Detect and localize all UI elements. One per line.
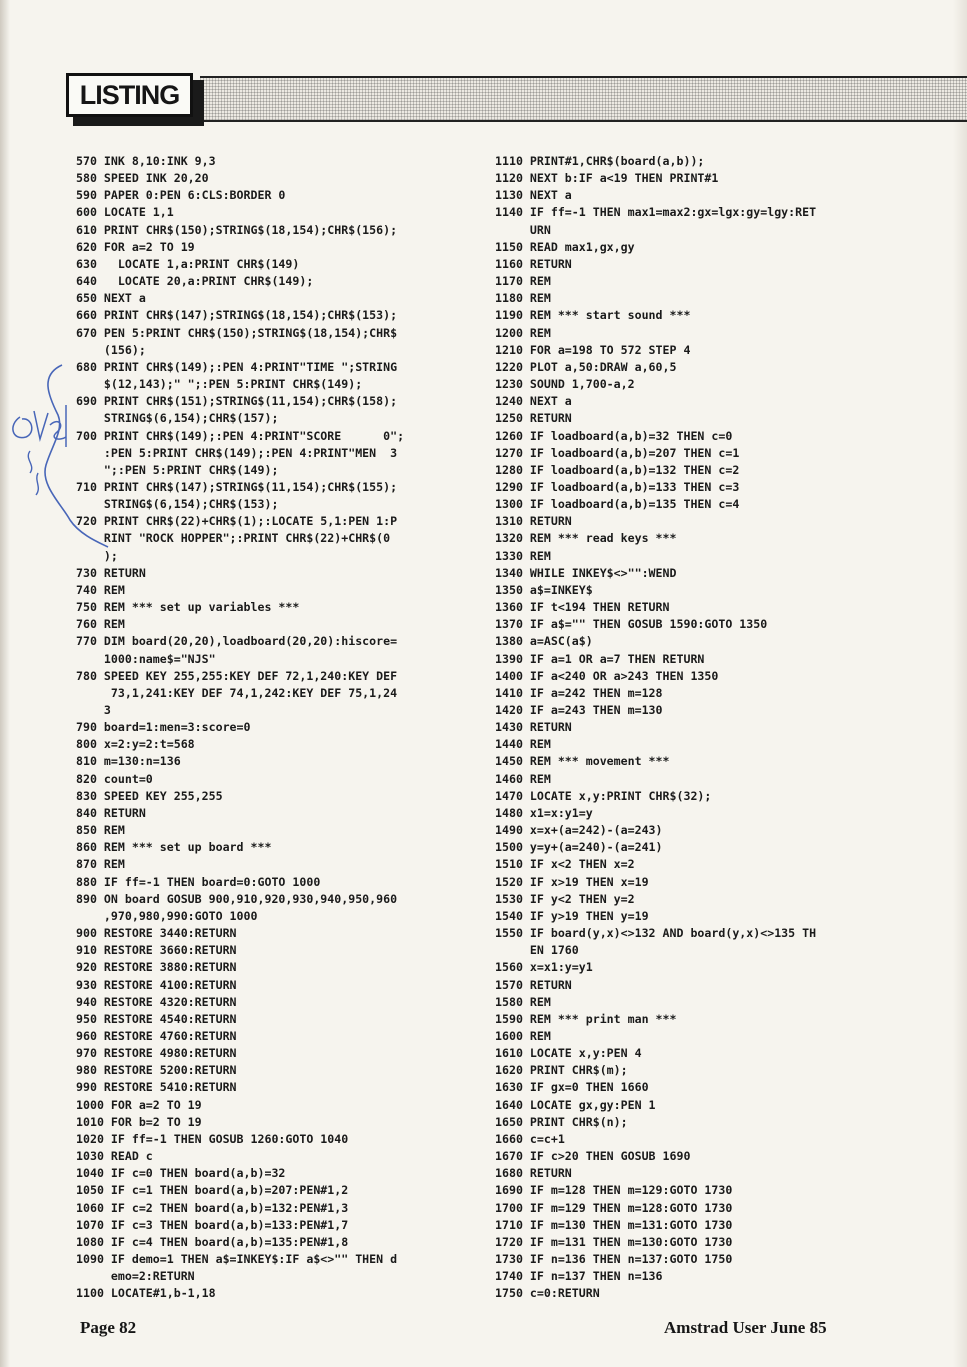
code-line: 1570 RETURN — [495, 977, 572, 992]
code-line: 1580 REM — [495, 994, 551, 1009]
code-line: EN 1760 — [495, 943, 579, 958]
code-line: 1370 IF a$="" THEN GOSUB 1590:GOTO 1350 — [495, 617, 768, 632]
code-line: 1680 RETURN — [495, 1166, 572, 1181]
code-line: 1090 IF demo=1 THEN a$=INKEY$:IF a$<>"" THEN d — [76, 1252, 398, 1266]
code-line: 1120 NEXT b:IF a<19 THEN PRINT#1 — [495, 171, 719, 186]
code-listing-right — [495, 153, 816, 1302]
code-line: 830 SPEED KEY 255,255 — [76, 788, 223, 803]
code-line: 1190 REM *** start sound *** — [495, 308, 691, 323]
code-line: 1650 PRINT CHR$(n); — [495, 1114, 628, 1129]
code-line: RINT "ROCK HOPPER";:PRINT CHR$(22)+CHR$(0 — [76, 531, 391, 546]
magazine-issue: Amstrad User June 85 — [664, 1318, 827, 1337]
code-line: 1620 PRINT CHR$(m); — [495, 1063, 628, 1078]
code-listing-left — [76, 153, 404, 1302]
code-line: 1690 IF m=128 THEN m=129:GOTO 1730 — [495, 1183, 733, 1198]
code-line: 570 INK 8,10:INK 9,3 — [76, 154, 216, 168]
code-line: 1540 IF y>19 THEN y=19 — [495, 908, 649, 923]
code-line: 1490 x=x+(a=242)-(a=243) — [495, 823, 663, 838]
code-line: 680 PRINT CHR$(149);:PEN 4:PRINT"TIME ";STRING — [76, 359, 398, 374]
code-line: 1060 IF c=2 THEN board(a,b)=132:PEN#1,3 — [76, 1200, 349, 1215]
code-line: ";:PEN 5:PRINT CHR$(149); — [76, 462, 279, 477]
code-line: 1200 REM — [495, 325, 551, 340]
code-line: 1340 WHILE INKEY$<>"":WEND — [495, 565, 677, 580]
code-line: 1360 IF t<194 THEN RETURN — [495, 600, 670, 615]
code-line: 1240 NEXT a — [495, 394, 572, 409]
code-line: 1750 c=0:RETURN — [495, 1286, 600, 1301]
code-line: 820 count=0 — [76, 771, 153, 786]
code-line: 1220 PLOT a,50:DRAW a,60,5 — [495, 359, 677, 374]
code-line: 950 RESTORE 4540:RETURN — [76, 1011, 237, 1026]
code-line: 1110 PRINT#1,CHR$(board(a,b)); — [495, 154, 705, 168]
code-line: 1170 REM — [495, 274, 551, 289]
code-line: 860 REM *** set up board *** — [76, 840, 272, 855]
code-line: 850 REM — [76, 823, 125, 838]
code-line: 920 RESTORE 3880:RETURN — [76, 960, 237, 975]
code-line: 710 PRINT CHR$(147);STRING$(11,154);CHR$(155); — [76, 479, 398, 494]
code-line: (156); — [76, 342, 146, 357]
code-line: 760 REM — [76, 617, 125, 632]
code-line: STRING$(6,154);CHR$(153); — [76, 497, 279, 512]
page-right-edge — [953, 0, 967, 1367]
code-line: 1550 IF board(y,x)<>132 AND board(y,x)<>135 TH — [495, 926, 817, 941]
code-line: 780 SPEED KEY 255,255:KEY DEF 72,1,240:KEY DEF — [76, 668, 398, 683]
code-line: 970 RESTORE 4980:RETURN — [76, 1046, 237, 1061]
code-line: 73,1,241:KEY DEF 74,1,242:KEY DEF 75,1,24 — [76, 685, 398, 700]
code-line: STRING$(6,154);CHR$(157); — [76, 411, 279, 426]
code-line: 610 PRINT CHR$(150);STRING$(18,154);CHR$(156); — [76, 222, 398, 237]
code-line: 660 PRINT CHR$(147);STRING$(18,154);CHR$(153); — [76, 308, 398, 323]
code-line: 1250 RETURN — [495, 411, 572, 426]
code-line: 1320 REM *** read keys *** — [495, 531, 677, 546]
code-line: 590 PAPER 0:PEN 6:CLS:BORDER 0 — [76, 188, 286, 203]
code-line: 1740 IF n=137 THEN n=136 — [495, 1269, 663, 1284]
code-line: 1300 IF loadboard(a,b)=135 THEN c=4 — [495, 497, 740, 512]
code-line: 1450 REM *** movement *** — [495, 754, 670, 769]
code-line: 790 board=1:men=3:score=0 — [76, 720, 251, 735]
code-line: 1160 RETURN — [495, 256, 572, 271]
code-line: 960 RESTORE 4760:RETURN — [76, 1028, 237, 1043]
code-line: 3 — [76, 703, 111, 717]
code-line: 1730 IF n=136 THEN n=137:GOTO 1750 — [495, 1252, 733, 1266]
section-title: LISTING — [66, 73, 193, 117]
code-line: 900 RESTORE 3440:RETURN — [76, 926, 237, 941]
code-line: 620 FOR a=2 TO 19 — [76, 239, 195, 254]
code-line: 1000 FOR a=2 TO 19 — [76, 1097, 202, 1112]
code-line: 1610 LOCATE x,y:PEN 4 — [495, 1046, 642, 1061]
code-line: 1670 IF c>20 THEN GOSUB 1690 — [495, 1149, 691, 1164]
code-line: 640 LOCATE 20,a:PRINT CHR$(149); — [76, 274, 314, 289]
code-line: 870 REM — [76, 857, 125, 872]
code-line: 1660 c=c+1 — [495, 1131, 565, 1146]
code-line: 1280 IF loadboard(a,b)=132 THEN c=2 — [495, 462, 740, 477]
code-line: 980 RESTORE 5200:RETURN — [76, 1063, 237, 1078]
code-line: 1440 REM — [495, 737, 551, 752]
code-line: 890 ON board GOSUB 900,910,920,930,940,950,960 — [76, 891, 398, 906]
code-line: 580 SPEED INK 20,20 — [76, 171, 209, 186]
code-line: 1380 a=ASC(a$) — [495, 634, 593, 649]
code-line: ); — [76, 548, 118, 563]
code-line: 1510 IF x<2 THEN x=2 — [495, 857, 635, 872]
code-line: 1010 FOR b=2 TO 19 — [76, 1114, 202, 1129]
code-line: 1640 LOCATE gx,gy:PEN 1 — [495, 1097, 656, 1112]
code-line: 1480 x1=x:y1=y — [495, 805, 593, 820]
code-line: 1460 REM — [495, 771, 551, 786]
code-line: 730 RETURN — [76, 565, 146, 580]
code-line: 1030 READ c — [76, 1149, 153, 1164]
page-edge-shadow — [0, 0, 10, 1367]
code-line: 1130 NEXT a — [495, 188, 572, 203]
code-line: 1700 IF m=129 THEN m=128:GOTO 1730 — [495, 1200, 733, 1215]
code-line: 1290 IF loadboard(a,b)=133 THEN c=3 — [495, 479, 740, 494]
code-line: 1500 y=y+(a=240)-(a=241) — [495, 840, 663, 855]
code-line: emo=2:RETURN — [76, 1269, 195, 1284]
code-line: 1210 FOR a=198 TO 572 STEP 4 — [495, 342, 691, 357]
code-line: 690 PRINT CHR$(151);STRING$(11,154);CHR$(158); — [76, 394, 398, 409]
code-line: 1230 SOUND 1,700-a,2 — [495, 377, 635, 392]
code-line: 940 RESTORE 4320:RETURN — [76, 994, 237, 1009]
code-line: 840 RETURN — [76, 805, 146, 820]
code-line: 1150 READ max1,gx,gy — [495, 239, 635, 254]
code-line: 1040 IF c=0 THEN board(a,b)=32 — [76, 1166, 286, 1181]
code-line: 670 PEN 5:PRINT CHR$(150);STRING$(18,154);CHR$ — [76, 325, 398, 340]
code-line: 1400 IF a<240 OR a>243 THEN 1350 — [495, 668, 719, 683]
code-line: 1430 RETURN — [495, 720, 572, 735]
code-line: 1530 IF y<2 THEN y=2 — [495, 891, 635, 906]
code-line: 750 REM *** set up variables *** — [76, 600, 300, 615]
code-line: 1630 IF gx=0 THEN 1660 — [495, 1080, 649, 1095]
code-line: 930 RESTORE 4100:RETURN — [76, 977, 237, 992]
code-line: 1140 IF ff=-1 THEN max1=max2:gx=lgx:gy=lgy:RET — [495, 205, 817, 220]
code-line: 1710 IF m=130 THEN m=131:GOTO 1730 — [495, 1217, 733, 1232]
code-line: 1600 REM — [495, 1028, 551, 1043]
code-line: 1310 RETURN — [495, 514, 572, 529]
code-line: 810 m=130:n=136 — [76, 754, 181, 769]
code-line: 990 RESTORE 5410:RETURN — [76, 1080, 237, 1095]
code-line: :PEN 5:PRINT CHR$(149);:PEN 4:PRINT"MEN 3 — [76, 445, 398, 460]
code-line: 1000:name$="NJS" — [76, 651, 216, 666]
code-line: 1420 IF a=243 THEN m=130 — [495, 703, 663, 717]
code-line: 740 REM — [76, 582, 125, 597]
header-rule — [200, 76, 967, 122]
code-line: 1260 IF loadboard(a,b)=32 THEN c=0 — [495, 428, 733, 443]
code-line: 1180 REM — [495, 291, 551, 306]
code-line: 650 NEXT a — [76, 291, 146, 306]
code-line: 1100 LOCATE#1,b-1,18 — [76, 1286, 216, 1301]
code-line: 720 PRINT CHR$(22)+CHR$(1);:LOCATE 5,1:PEN 1:P — [76, 514, 398, 529]
code-line: 1560 x=x1:y=y1 — [495, 960, 593, 975]
code-line: $(12,143);" ";:PEN 5:PRINT CHR$(149); — [76, 377, 363, 392]
code-line: 1270 IF loadboard(a,b)=207 THEN c=1 — [495, 445, 740, 460]
code-line: 1330 REM — [495, 548, 551, 563]
code-line: 1410 IF a=242 THEN m=128 — [495, 685, 663, 700]
code-line: 700 PRINT CHR$(149);:PEN 4:PRINT"SCORE 0"; — [76, 428, 405, 443]
page-number: Page 82 — [80, 1318, 137, 1337]
code-line: 1350 a$=INKEY$ — [495, 582, 593, 597]
code-line: 1080 IF c=4 THEN board(a,b)=135:PEN#1,8 — [76, 1234, 349, 1249]
code-line: 1050 IF c=1 THEN board(a,b)=207:PEN#1,2 — [76, 1183, 349, 1198]
code-line: URN — [495, 222, 551, 237]
code-line: 1520 IF x>19 THEN x=19 — [495, 874, 649, 889]
code-line: 630 LOCATE 1,a:PRINT CHR$(149) — [76, 256, 300, 271]
code-line: 1590 REM *** print man *** — [495, 1011, 677, 1026]
code-line: ,970,980,990:GOTO 1000 — [76, 908, 258, 923]
code-line: 1390 IF a=1 OR a=7 THEN RETURN — [495, 651, 705, 666]
code-line: 880 IF ff=-1 THEN board=0:GOTO 1000 — [76, 874, 321, 889]
code-line: 1470 LOCATE x,y:PRINT CHR$(32); — [495, 788, 712, 803]
code-line: 800 x=2:y=2:t=568 — [76, 737, 195, 752]
code-line: 1720 IF m=131 THEN m=130:GOTO 1730 — [495, 1234, 733, 1249]
code-line: 1020 IF ff=-1 THEN GOSUB 1260:GOTO 1040 — [76, 1131, 349, 1146]
code-line: 770 DIM board(20,20),loadboard(20,20):hiscore= — [76, 634, 398, 649]
code-line: 910 RESTORE 3660:RETURN — [76, 943, 237, 958]
code-line: 1070 IF c=3 THEN board(a,b)=133:PEN#1,7 — [76, 1217, 349, 1232]
code-line: 600 LOCATE 1,1 — [76, 205, 174, 220]
